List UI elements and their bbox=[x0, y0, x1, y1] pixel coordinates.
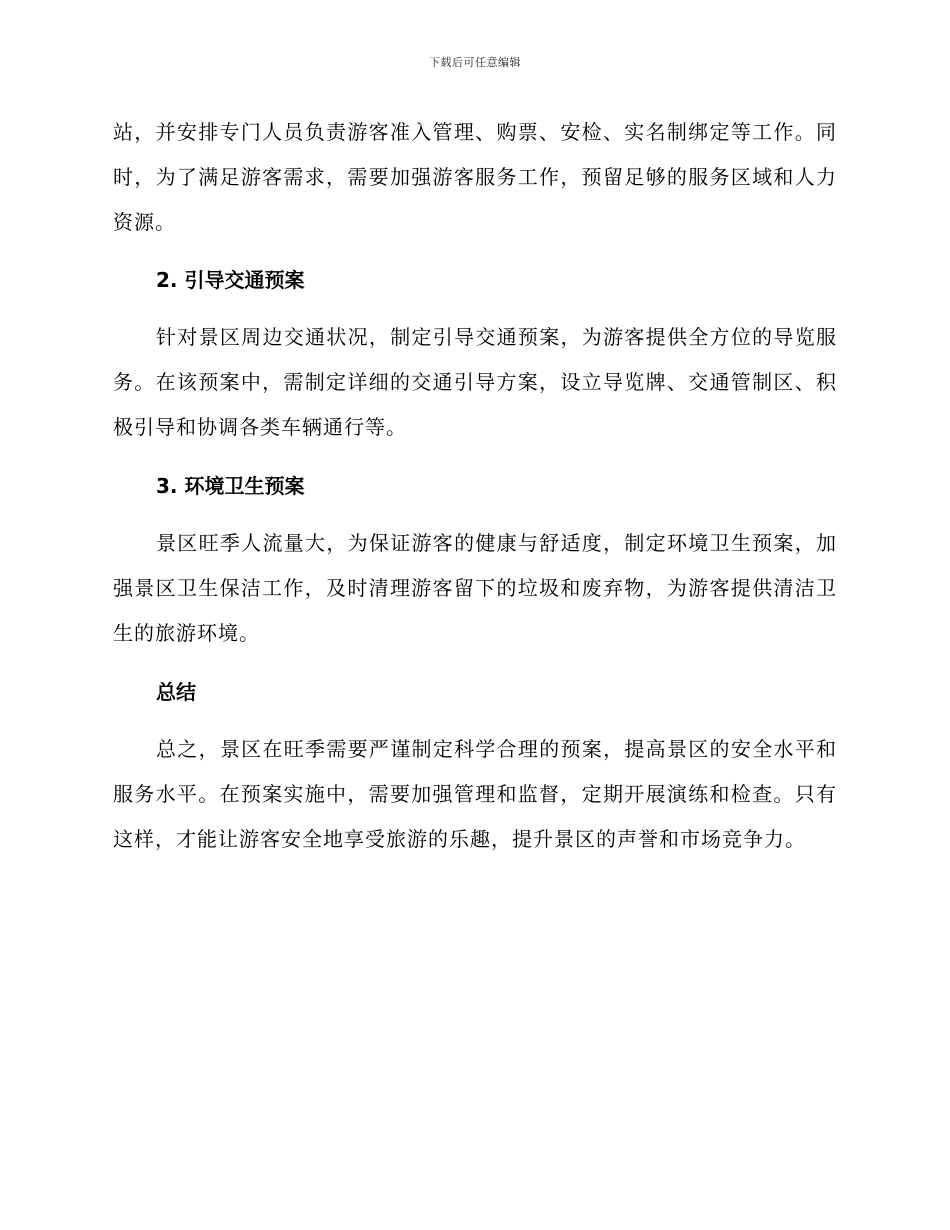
document-body bbox=[113, 110, 837, 862]
hygiene-plan-heading: 3. 环境卫生预案 bbox=[156, 474, 305, 498]
page-header: 下载后可任意编辑 bbox=[429, 56, 521, 69]
intro-paragraph: 站，并安排专门人员负责游客准入管理、购票、安检、实名制绑定等工作。同时，为了满足游客需求，需要加强游客服务工作，预留足够的服务区域和人力资源。 bbox=[113, 120, 837, 234]
hygiene-plan-paragraph: 景区旺季人流量大，为保证游客的健康与舒适度，制定环境卫生预案，加强景区卫生保洁工作，及时清理游客留下的垃圾和废弃物，为游客提供清洁卫生的旅游环境。 bbox=[113, 531, 837, 645]
summary-heading: 总结 bbox=[156, 680, 196, 704]
traffic-plan-heading: 2. 引导交通预案 bbox=[156, 268, 305, 292]
traffic-plan-paragraph: 针对景区周边交通状况，制定引导交通预案，为游客提供全方位的导览服务。在该预案中，需制定详细的交通引导方案，设立导览牌、交通管制区、积极引导和协调各类车辆通行等。 bbox=[113, 325, 837, 439]
summary-paragraph: 总之，景区在旺季需要严谨制定科学合理的预案，提高景区的安全水平和服务水平。在预案实施中，需要加强管理和监督，定期开展演练和检查。只有这样，才能让游客安全地享受旅游的乐趣，提升景区的声誉和市场竞争力。 bbox=[113, 737, 837, 851]
